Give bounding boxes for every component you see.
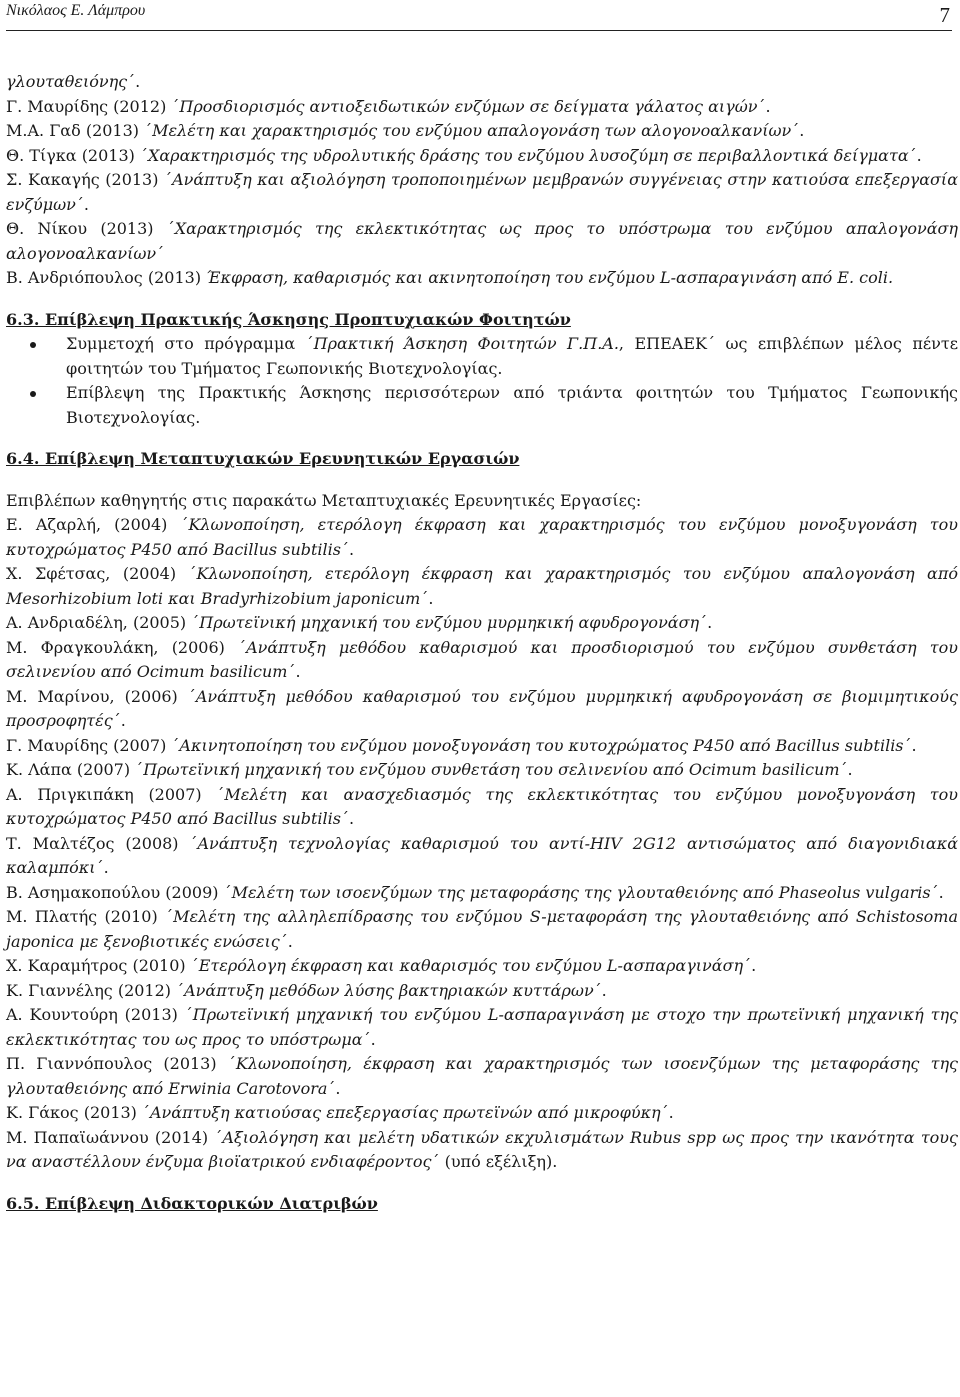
bullet-item: Συμμετοχή στο πρόγραμμα ΄Πρακτική Άσκηση Φοιτητών Γ.Π.Α., ΕΠΕΑΕΚ΄ ως επιβλέπων μέλος πέντε φοιτητών του Τμήματος Γεωπονικής Βιοτεχνολογίας.	[6, 332, 958, 381]
reference-entry: Μ. Μαρίνου, (2006) ΄Ανάπτυξη μεθόδου καθαρισμού του ενζύμου μυρμηκική αφυδρογονάση σε βιομιμητικούς προσροφητές΄.	[6, 686, 958, 730]
reference-entry: Κ. Γιαννέλης (2012) ΄Ανάπτυξη μεθόδων λύσης βακτηριακών κυττάρων΄.	[6, 980, 607, 1000]
reference-entry: Α. Ανδριαδέλη, (2005) ΄Πρωτεϊνική μηχανική του ενζύμου μυρμηκική αφυδρογονάση΄.	[6, 613, 713, 632]
reference-entry: Β. Ασημακοπούλου (2009) ΄Μελέτη των ισοενζύμων της μεταφοράσης της γλουταθειόνης από Phaseolus vulgaris΄.	[6, 882, 944, 902]
bullet-item: Επίβλεψη της Πρακτικής Άσκησης περισσότερων από τριάντα φοιτητών του Τμήματος Γεωπονικής Βιοτεχνολογίας.	[6, 381, 958, 430]
reference-entry: Α. Πριγκιπάκη (2007) ΄Μελέτη και ανασχεδιασμός της εκλεκτικότητας του ενζύμου μονοξυγονάση του κυτοχρώματος P450 από Bacillus subtilis΄.	[6, 784, 959, 828]
bullet-icon	[30, 391, 36, 397]
header-author-name: Νικόλαος Ε. Λάμπρου	[6, 2, 146, 19]
reference-entry: Γ. Μαυρίδης (2007) ΄Ακινητοποίηση του ενζύμου μονοξυγονάση του κυτοχρώματος P450 από Bacillus subtilis΄.	[6, 735, 917, 755]
section-heading-6-5: 6.5. Επίβλεψη Διδακτορικών Διατριβών	[6, 1193, 378, 1213]
header-divider	[6, 30, 952, 31]
reference-entry: Ε. Αζαρλή, (2004) ΄Κλωνοποίηση, ετερόλογη έκφραση και χαρακτηρισμός του ενζύμου μονοξυγονάση του κυτοχρώματος P450 από Bacillus subtilis΄.	[6, 515, 958, 559]
reference-entry: Τ. Μαλτέζος (2008) ΄Ανάπτυξη τεχνολογίας καθαρισμού του αντί-HIV 2G12 αντισώματος από διαγονιδιακά καλαμπόκι΄.	[6, 833, 959, 877]
reference-entry: Γ. Μαυρίδης (2012) ΄Προσδιορισμός αντιοξειδωτικών ενζύμων σε δείγματα γάλατος αιγών΄.	[6, 96, 771, 116]
reference-entry: Θ. Τίγκα (2013) ΄Χαρακτηρισμός της υδρολυτικής δράσης του ενζύμου λυσοζύμη σε περιβαλλοντικά δείγματα΄.	[6, 145, 922, 165]
reference-entry: Α. Κουντούρη (2013) ΄Πρωτεϊνική μηχανική του ενζύμου L-ασπαραγινάση με στοχο την πρωτεϊνική μηχανική της εκλεκτικότητας του ως προς το υπόστρωμα΄.	[6, 1005, 959, 1049]
reference-entry: Β. Ανδριόπουλος (2013) Έκφραση, καθαρισμός και ακινητοποίηση του ενζύμου L-ασπαραγινάση από E. coli.	[6, 268, 894, 287]
reference-entry: Χ. Σφέτσας, (2004) ΄Κλωνοποίηση, ετερόλογη έκφραση και χαρακτηρισμός του ενζύμου απαλογονάση από Mesorhizobium loti και Bradyrhizobium japonicum΄.	[6, 564, 959, 608]
reference-entry: Κ. Γάκος (2013) ΄Ανάπτυξη κατιούσας επεξεργασίας πρωτεϊνών από μικροφύκη΄.	[6, 1103, 674, 1122]
section-heading-6-3: 6.3. Επίβλεψη Πρακτικής Άσκησης Προπτυχιακών Φοιτητών	[6, 309, 571, 329]
page-number: 7	[939, 3, 950, 27]
reference-entry: Μ.Α. Γαδ (2013) ΄Μελέτη και χαρακτηρισμός του ενζύμου απαλογονάση των αλογονοαλκανίων΄.	[6, 121, 805, 140]
bullet-icon	[30, 342, 36, 348]
internship-bullet-list	[6, 332, 958, 430]
reference-entry: Π. Γιαννόπουλος (2013) ΄Κλωνοποίηση, έκφραση και χαρακτηρισμός των ισοενζύμων της μεταφοράσης της γλουταθειόνης από Erwinia Carotovora΄.	[6, 1054, 959, 1098]
section-intro: Επιβλέπων καθηγητής στις παρακάτω Μεταπτυχιακές Ερευνητικές Εργασίες:	[6, 490, 642, 510]
reference-entry: Κ. Λάπα (2007) ΄Πρωτεϊνική μηχανική του ενζύμου συνθετάση του σελινενίου από Ocimum basilicum΄.	[6, 760, 853, 779]
supervision-list-continued	[6, 70, 958, 291]
page-content	[6, 70, 958, 1216]
reference-entry: Σ. Κακαγής (2013) ΄Ανάπτυξη και αξιολόγηση τροποποιημένων μεμβρανών συγγένειας στην κατιούσα επεξεργασία ενζύμων΄.	[6, 170, 959, 214]
reference-entry: Μ. Παπαϊωάννου (2014) ΄Αξιολόγηση και μελέτη υδατικών εκχυλισμάτων Rubus spp ως προς την ικανότητα τους να αναστέλλουν ένζυμα βιοϊατρικού ενδιαφέροντος΄ (υπό εξέλιξη).	[6, 1127, 958, 1171]
reference-entry: Μ. Πλατής (2010) ΄Μελέτη της αλληλεπίδρασης του ενζύμου S-μεταφοράση της γλουταθειόνης από Schistosoma japonica με ξενοβιοτικές ενώσεις΄.	[6, 907, 958, 951]
reference-entry: γλουταθειόνης΄.	[6, 72, 141, 91]
reference-entry: Μ. Φραγκουλάκη, (2006) ΄Ανάπτυξη μεθόδου καθαρισμού και προσδιορισμού του ενζύμου συνθετάση του σελινενίου από Ocimum basilicum΄.	[6, 637, 959, 681]
masters-theses-list	[6, 513, 958, 1175]
reference-entry: Θ. Νίκου (2013) ΄Χαρακτηρισμός της εκλεκτικότητας ως προς το υπόστρωμα του ενζύμου απαλογονάση αλογονοαλκανίων΄	[6, 219, 958, 263]
section-heading-6-4: 6.4. Επίβλεψη Μεταπτυχιακών Ερευνητικών Εργασιών	[6, 449, 520, 468]
reference-entry: Χ. Καραμήτρος (2010) ΄Ετερόλογη έκφραση και καθαρισμός του ενζύμου L-ασπαραγινάση΄.	[6, 956, 757, 975]
